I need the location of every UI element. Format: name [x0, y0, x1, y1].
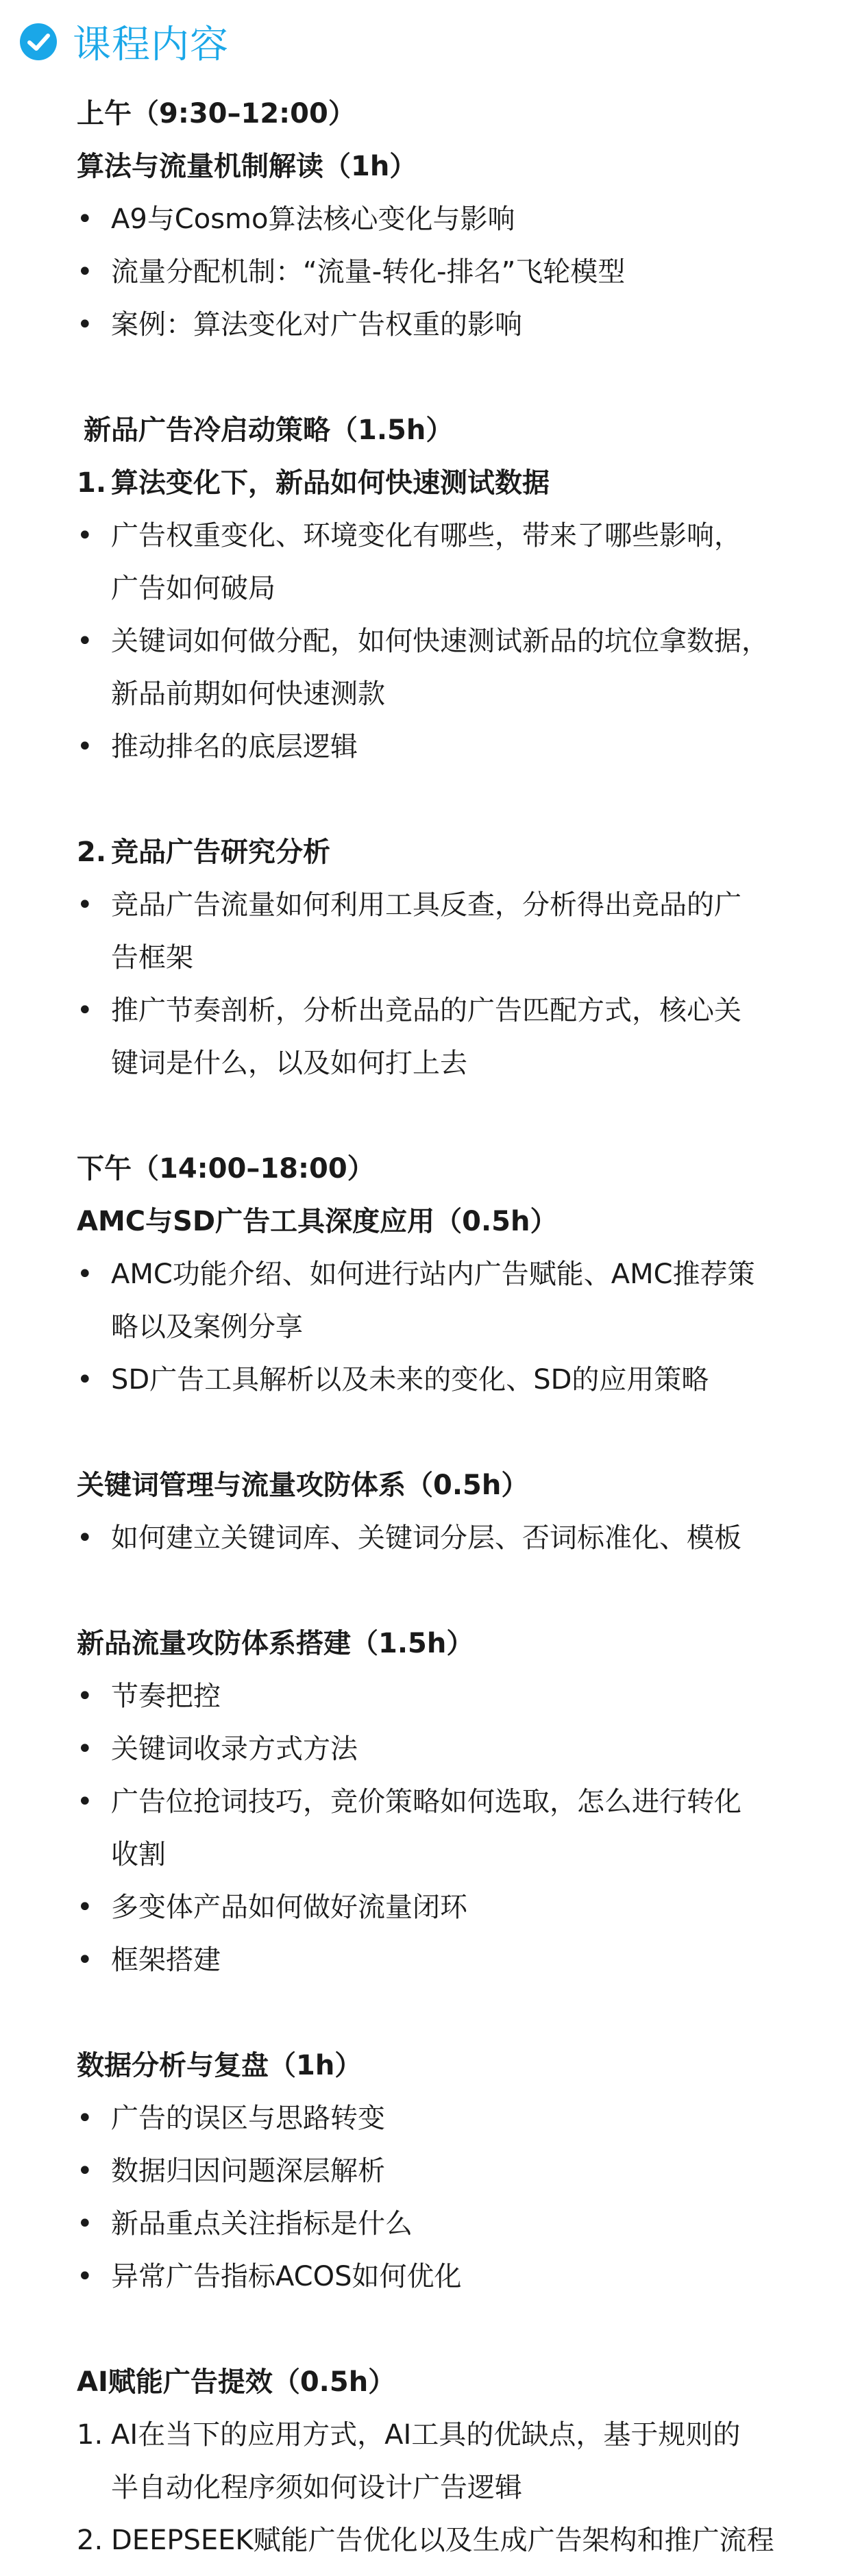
list-item: • 推动排名的底层逻辑 — [77, 721, 817, 773]
list-item: • 如何建立关键词库、关键词分层、否词标准化、模板 — [77, 1512, 817, 1565]
course-outline — [77, 88, 817, 2567]
list-item: • 新品重点关注指标是什么 — [77, 2198, 817, 2251]
list-item-continuation: 略以及案例分享 — [111, 1311, 303, 1343]
item-number: 1. — [77, 2419, 103, 2451]
spacer — [77, 773, 817, 826]
spacer — [77, 351, 817, 404]
numbered-list-item — [77, 2409, 817, 2462]
subheading-text: 算法变化下，新品如何快速测试数据 — [111, 467, 550, 499]
list-item: • 推广节奏剖析，分析出竞品的广告匹配方式，核心关 — [77, 984, 817, 1037]
module-heading: AI赋能广告提效（0.5h） — [77, 2366, 396, 2398]
section-title: 课程内容 — [73, 23, 229, 67]
list-item: • 广告的误区与思路转变 — [77, 2092, 817, 2145]
numbered-list-item — [77, 2514, 817, 2567]
module-heading: 数据分析与复盘（1h） — [77, 2050, 363, 2081]
spacer — [77, 2303, 817, 2356]
numbered-subheading — [77, 826, 817, 879]
item-number: 2. — [77, 837, 107, 868]
spacer — [77, 1407, 817, 1459]
module-heading: 新品流量攻防体系搭建（1.5h） — [77, 1628, 474, 1659]
list-item: • A9与Cosmo算法核心变化与影响 — [77, 193, 817, 246]
list-item: • 竞品广告流量如何利用工具反查，分析得出竞品的广 — [77, 879, 817, 932]
list-item-text: DEEPSEEK赋能广告优化以及生成广告架构和推广流程 — [111, 2525, 774, 2556]
check-circle-icon — [19, 23, 58, 61]
list-item: • 数据归因问题深层解析 — [77, 2145, 817, 2198]
list-item: • 案例：算法变化对广告权重的影响 — [77, 299, 817, 351]
list-item: • 框架搭建 — [77, 1934, 817, 1987]
module-heading: 新品广告冷启动策略（1.5h） — [84, 414, 454, 446]
list-item: • 流量分配机制：“流量-转化-排名”飞轮模型 — [77, 246, 817, 299]
module-heading: 算法与流量机制解读（1h） — [77, 151, 417, 182]
morning-session-heading: 上午（9:30–12:00） — [77, 98, 356, 129]
list-item: • 关键词如何做分配，如何快速测试新品的坑位拿数据， — [77, 615, 817, 668]
list-item: • 多变体产品如何做好流量闭环 — [77, 1881, 817, 1934]
list-item: • 广告位抢词技巧，竞价策略如何选取，怎么进行转化 — [77, 1776, 817, 1829]
numbered-subheading — [77, 457, 817, 510]
list-item-text: AI在当下的应用方式，AI工具的优缺点，基于规则的 — [111, 2419, 741, 2451]
list-item-continuation: 新品前期如何快速测款 — [111, 678, 385, 710]
list-item-continuation: 半自动化程序须如何设计广告逻辑 — [111, 2472, 522, 2503]
section-header — [19, 18, 229, 66]
list-item: • 关键词收录方式方法 — [77, 1723, 817, 1776]
subheading-text: 竞品广告研究分析 — [111, 837, 330, 868]
list-item: • 广告权重变化、环境变化有哪些，带来了哪些影响， — [77, 510, 817, 562]
spacer — [77, 1987, 817, 2040]
afternoon-session-heading: 下午（14:00–18:00） — [77, 1153, 375, 1185]
item-number: 1. — [77, 467, 107, 499]
spacer — [77, 1565, 817, 1618]
list-item: • 节奏把控 — [77, 1670, 817, 1723]
list-item-continuation: 广告如何破局 — [111, 573, 275, 604]
list-item-continuation: 键词是什么，以及如何打上去 — [111, 1048, 467, 1079]
list-item: • SD广告工具解析以及未来的变化、SD的应用策略 — [77, 1354, 817, 1407]
list-item: • 异常广告指标ACOS如何优化 — [77, 2251, 817, 2303]
module-heading: 关键词管理与流量攻防体系（0.5h） — [77, 1470, 529, 1501]
list-item-continuation: 收割 — [111, 1839, 166, 1870]
list-item: • AMC功能介绍、如何进行站内广告赋能、AMC推荐策 — [77, 1248, 817, 1301]
item-number: 2. — [77, 2525, 103, 2556]
list-item-continuation: 告框架 — [111, 942, 193, 974]
spacer — [77, 1090, 817, 1143]
module-heading: AMC与SD广告工具深度应用（0.5h） — [77, 1206, 558, 1237]
